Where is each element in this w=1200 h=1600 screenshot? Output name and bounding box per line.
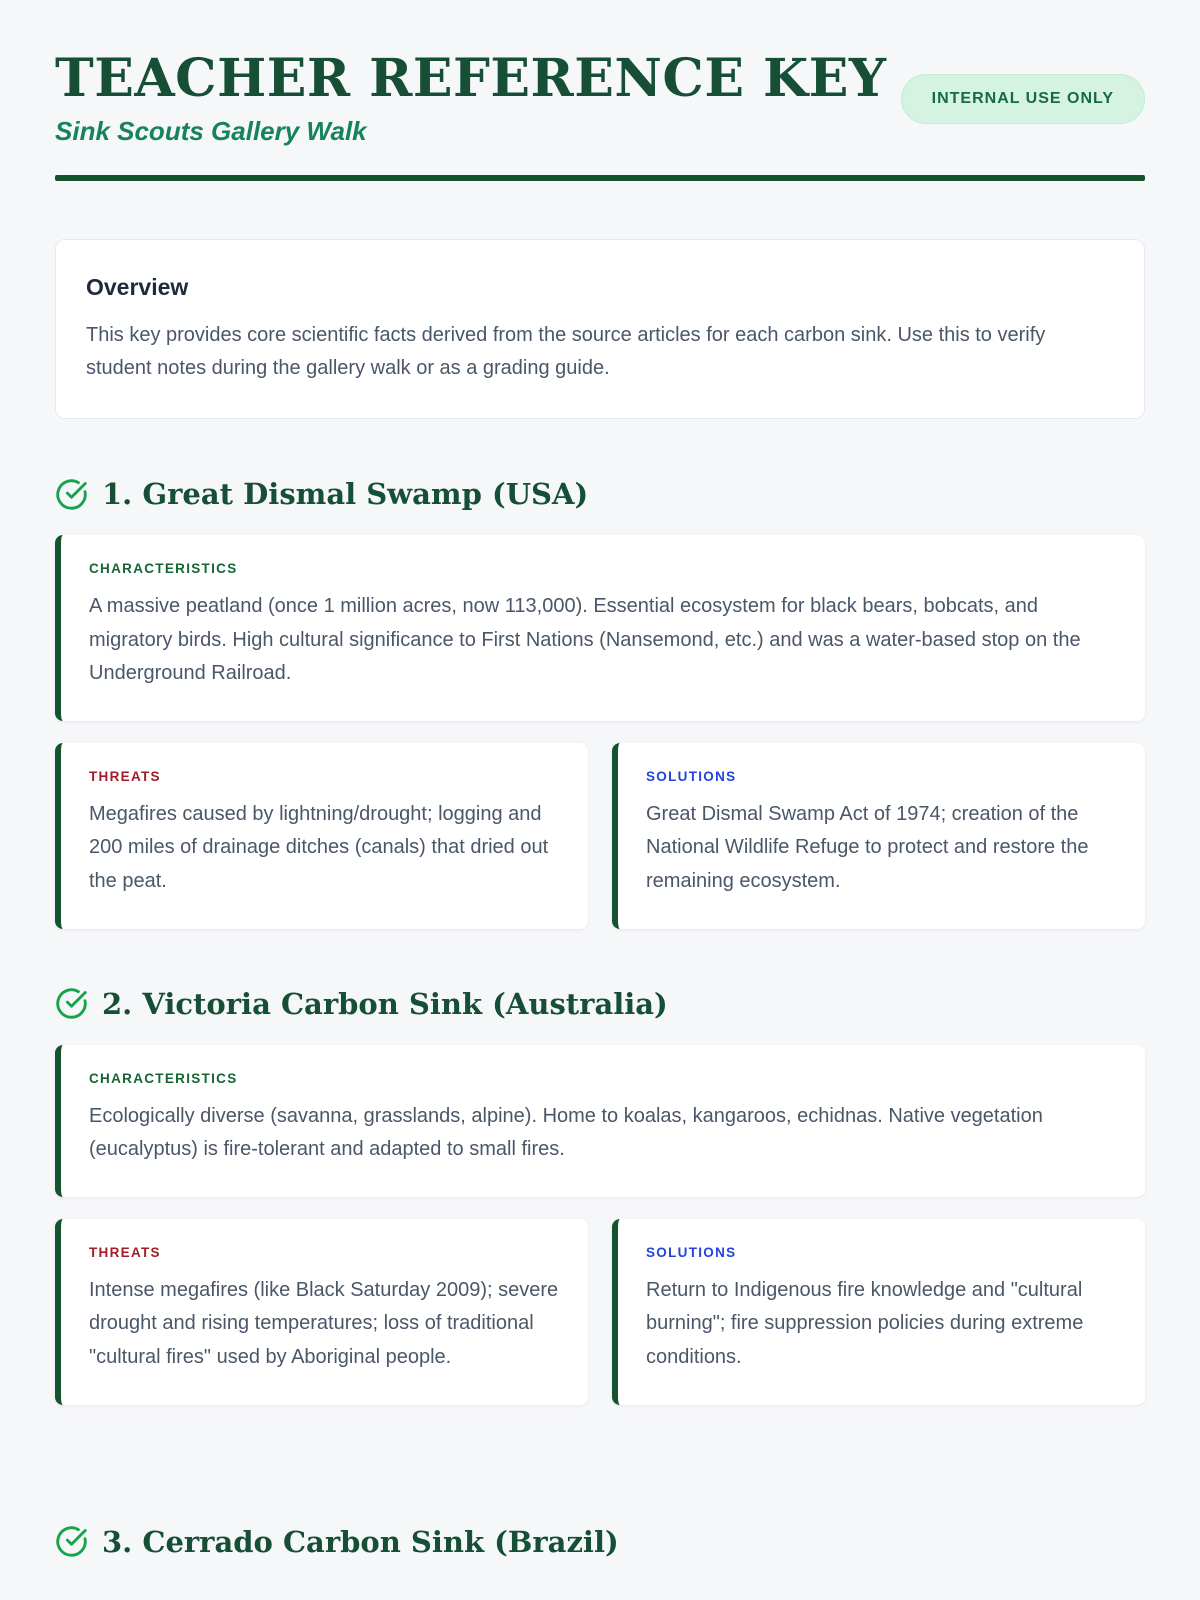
section-2-heading bbox=[55, 987, 1145, 1021]
section-1-threats-card bbox=[55, 743, 588, 929]
section-1-characteristics-card bbox=[55, 535, 1145, 721]
solutions-label: SOLUTIONS bbox=[646, 768, 737, 784]
title-block bbox=[55, 50, 887, 147]
section-1-solutions-card bbox=[612, 743, 1145, 929]
threats-label: THREATS bbox=[89, 1244, 161, 1260]
section-1-characteristics-text: A massive peatland (once 1 million acres, now 113,000). Essential ecosystem for black bears, bobcats, and migratory birds. High cultural significance to First Nations (Nansemond, etc.) and was a water-based stop on the Underground Railroad. bbox=[89, 595, 1081, 685]
section-1-heading bbox=[55, 477, 1145, 511]
section-3-title: 3. Cerrado Carbon Sink (Brazil) bbox=[102, 1524, 619, 1559]
page-title: TEACHER REFERENCE KEY bbox=[55, 48, 887, 109]
solutions-label: SOLUTIONS bbox=[646, 1244, 737, 1260]
section-2-solutions-text: Return to Indigenous fire knowledge and "cultural burning"; fire suppression policies during extreme conditions. bbox=[646, 1278, 1084, 1368]
page-container bbox=[55, 0, 1145, 1559]
section-2-threats-text: Intense megafires (like Black Saturday 2009); severe drought and rising temperatures; loss of traditional "cultural fires" used by Aboriginal people. bbox=[89, 1278, 559, 1368]
header-divider bbox=[55, 175, 1145, 181]
section-2-title: 2. Victoria Carbon Sink (Australia) bbox=[102, 986, 668, 1021]
section-1-threats-solutions-row bbox=[55, 743, 1145, 929]
section-1-threats-text: Megafires caused by lightning/drought; logging and 200 miles of drainage ditches (canals) that dried out the peat. bbox=[89, 802, 549, 892]
section-2-solutions-card bbox=[612, 1219, 1145, 1405]
check-circle-icon bbox=[55, 1525, 88, 1558]
page-subtitle: Sink Scouts Gallery Walk bbox=[55, 116, 367, 147]
page-header bbox=[55, 50, 1145, 147]
internal-use-badge: INTERNAL USE ONLY bbox=[901, 74, 1145, 124]
overview-heading: Overview bbox=[86, 274, 189, 301]
threats-label: THREATS bbox=[89, 768, 161, 784]
section-2-threats-solutions-row bbox=[55, 1219, 1145, 1405]
section-2-characteristics-text: Ecologically diverse (savanna, grasslands, alpine). Home to koalas, kangaroos, echidnas. Native vegetation (eucalyptus) is fire-tolerant and adapted to small fires. bbox=[89, 1104, 1043, 1161]
section-1-title: 1. Great Dismal Swamp (USA) bbox=[102, 477, 589, 512]
characteristics-label: CHARACTERISTICS bbox=[89, 1070, 238, 1086]
section-3-heading bbox=[55, 1525, 1145, 1559]
section-2-characteristics-card bbox=[55, 1045, 1145, 1197]
overview-card bbox=[55, 239, 1145, 419]
section-2-threats-card bbox=[55, 1219, 588, 1405]
overview-body: This key provides core scientific facts derived from the source articles for each carbon sink. Use this to verify student notes during the gallery walk or as a grading guide. bbox=[86, 324, 1046, 379]
check-circle-icon bbox=[55, 478, 88, 511]
check-circle-icon bbox=[55, 987, 88, 1020]
section-1-solutions-text: Great Dismal Swamp Act of 1974; creation of the National Wildlife Refuge to protect and restore the remaining ecosystem. bbox=[646, 802, 1089, 892]
characteristics-label: CHARACTERISTICS bbox=[89, 561, 238, 577]
